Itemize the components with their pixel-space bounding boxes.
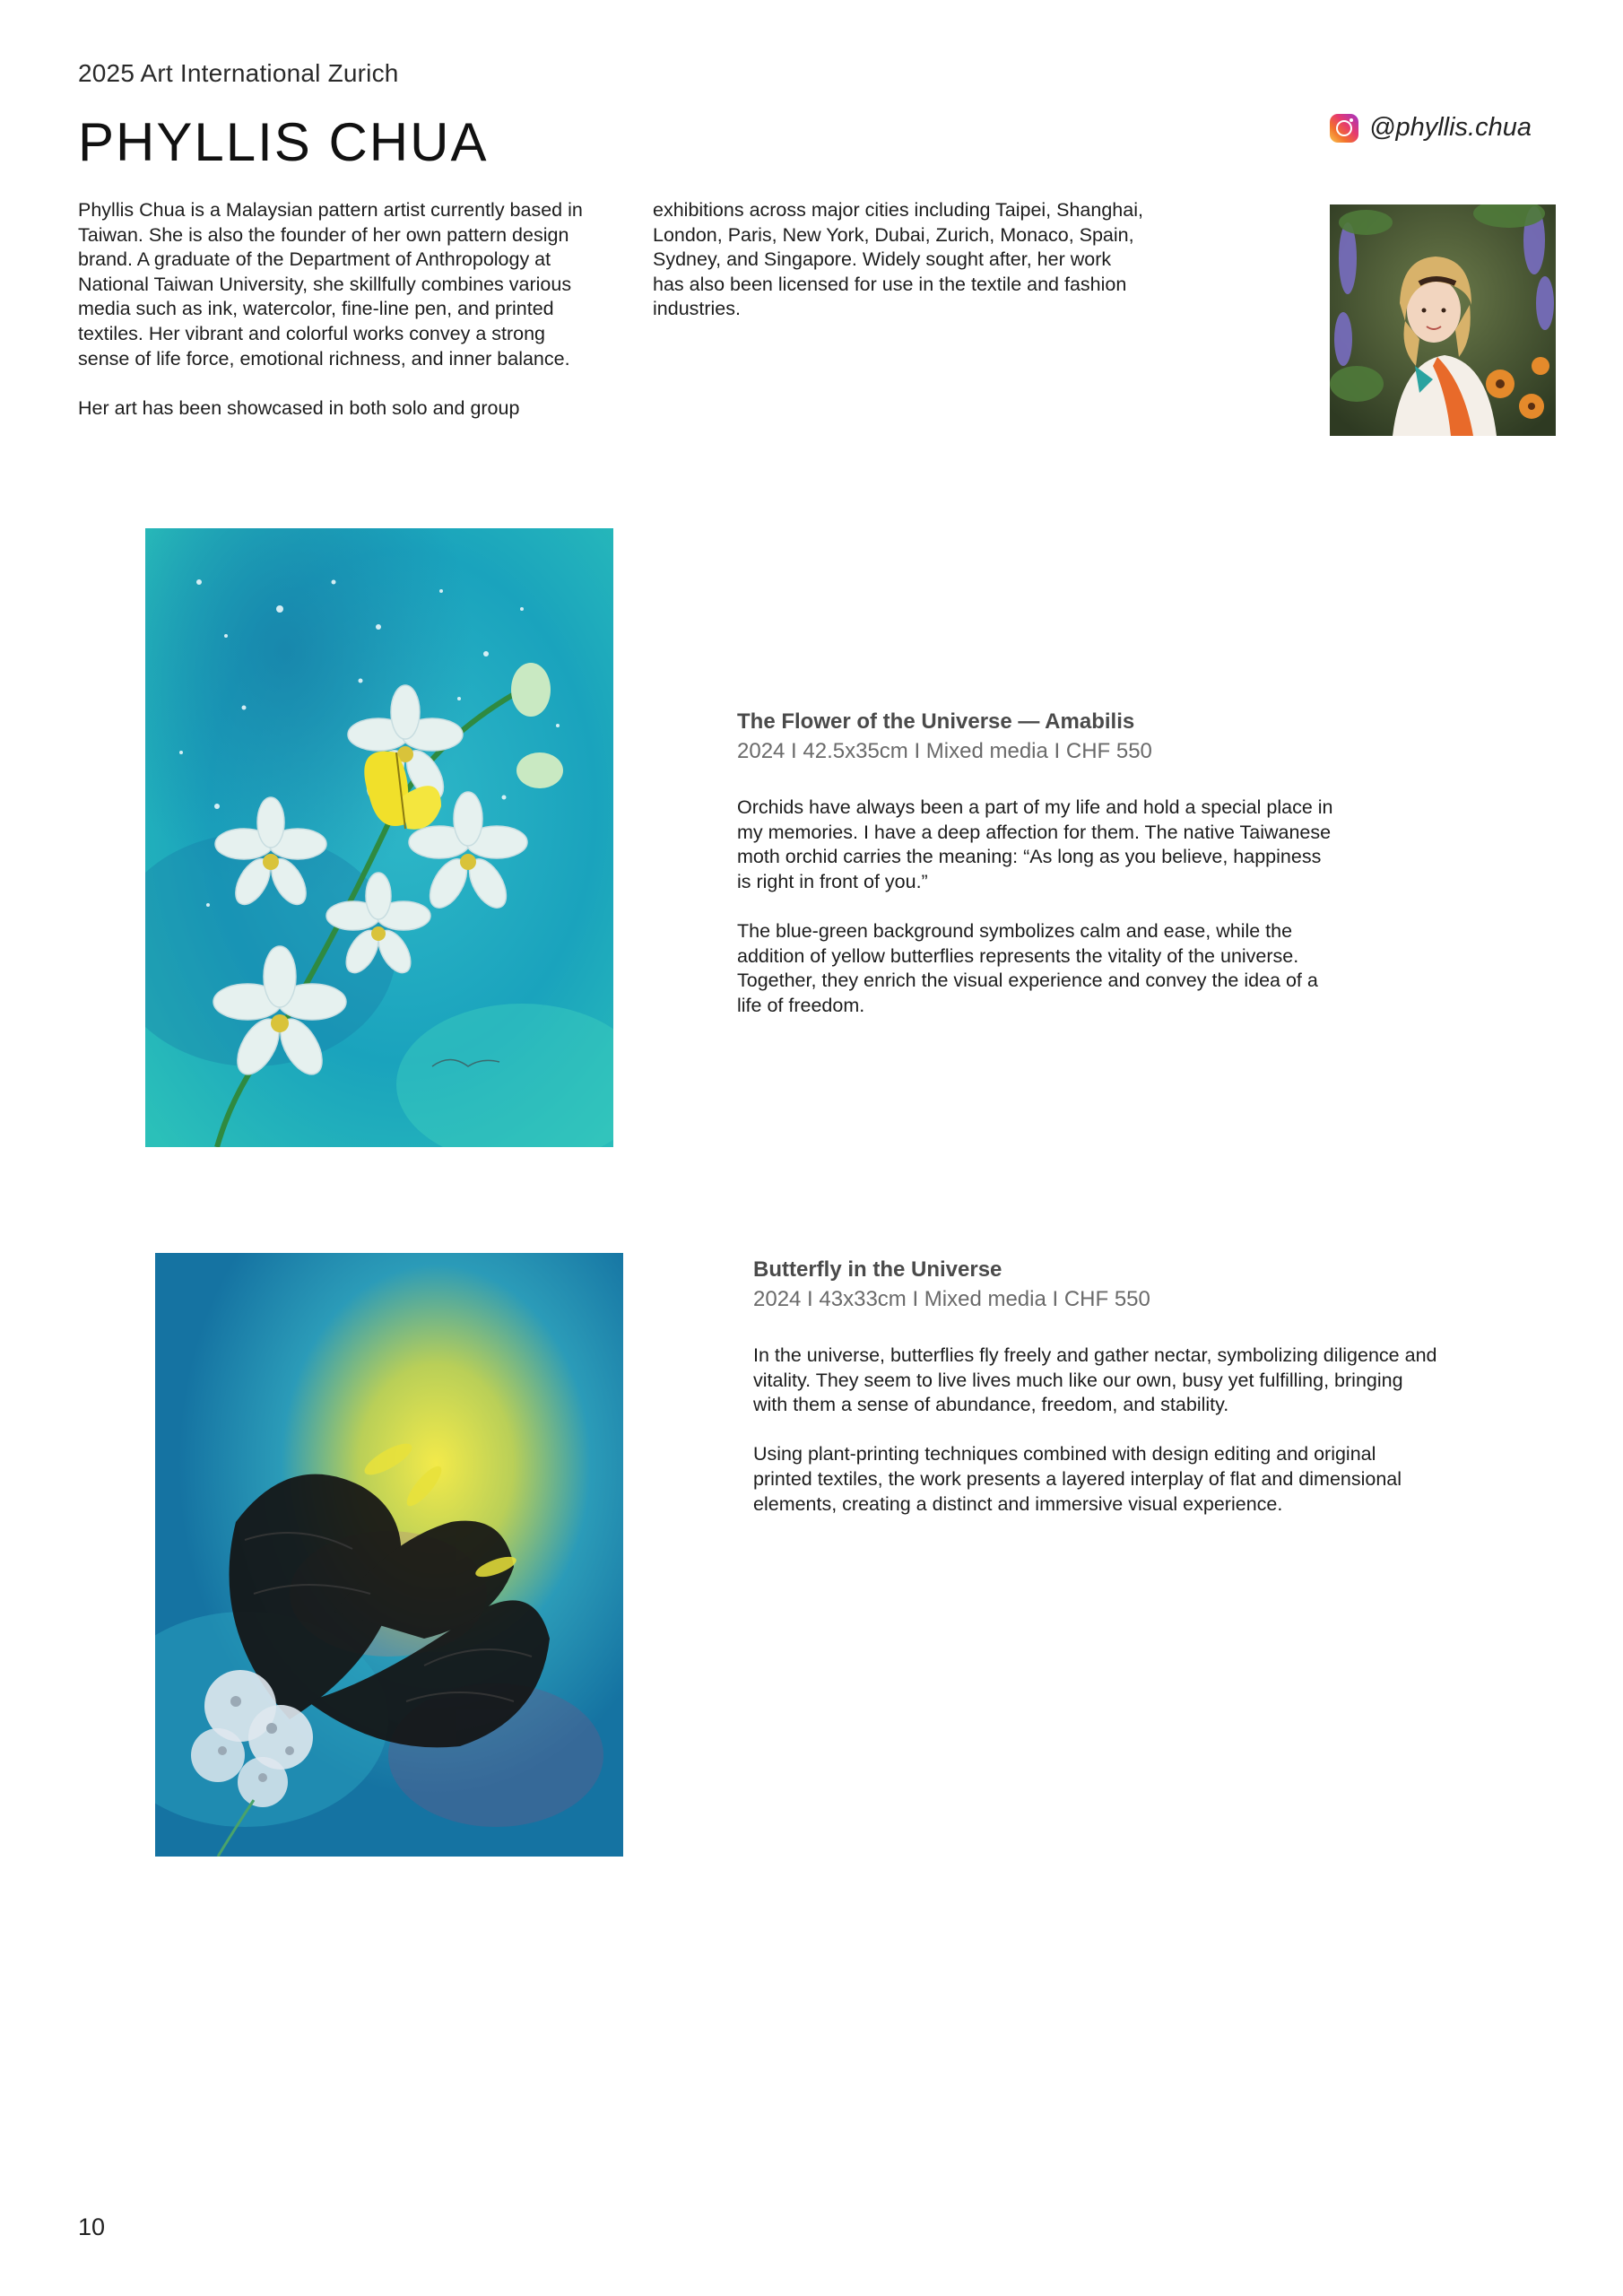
- artwork-image-orchids: [145, 528, 613, 1147]
- bio-column-1: Phyllis Chua is a Malaysian pattern artist currently based in Taiwan. She is also the founder of her own pattern design brand. A graduate of the Department of Anthropology at National Taiwan University, she skillfully combines various media such as ink, watercolor, fine-line pen, and printed textiles. Her vibrant and colorful works convey a strong sense of life force, emotional richness, and inner balance. Her art has been showcased in both solo and group: [78, 199, 583, 419]
- artist-portrait: [1330, 204, 1556, 436]
- artwork-image-butterfly: [155, 1253, 623, 1857]
- instagram-icon: [1330, 114, 1358, 143]
- work-title-2: Butterfly in the Universe: [753, 1257, 1002, 1282]
- bio-column-2: exhibitions across major cities including Taipei, Shanghai, London, Paris, New York, Dubai, Zurich, Monaco, Spain, Sydney, and Singapore. Widely sought after, her work has also been licensed for use in the textile and fashion industries.: [653, 199, 1143, 320]
- work-meta-2: 2024 I 43x33cm I Mixed media I CHF 550: [753, 1287, 1150, 1311]
- instagram-link[interactable]: [1330, 113, 1532, 143]
- work-description-2: In the universe, butterflies fly freely and gather nectar, symbolizing diligence and vitality. They seem to live lives much like our own, busy yet fulfilling, bringing with them a sense of abundance, freedom, and stability. Using plant-printing techniques combined with design editing and original printed textiles, the work presents a layered interplay of flat and dimensional elements, creating a distinct and immersive visual experience.: [753, 1344, 1437, 1515]
- page-number: 10: [78, 2213, 106, 2240]
- work-description-1: Orchids have always been a part of my life and hold a special place in my memories. I have a deep affection for them. The native Taiwanese moth orchid carries the meaning: “As long as you believe, happiness is right in front of you.” The blue-green background symbolizes calm and ease, while the addition of yellow butterflies represents the vitality of the universe. Together, they enrich the visual experience and convey the idea of a life of freedom.: [737, 796, 1333, 1016]
- instagram-handle: @phyllis.chua: [1369, 113, 1532, 142]
- artist-name: PHYLLIS CHUA: [78, 112, 489, 172]
- work-meta-1: 2024 I 42.5x35cm I Mixed media I CHF 550: [737, 739, 1152, 763]
- work-title-1: The Flower of the Universe — Amabilis: [737, 709, 1135, 734]
- event-title: 2025 Art International Zurich: [78, 59, 399, 87]
